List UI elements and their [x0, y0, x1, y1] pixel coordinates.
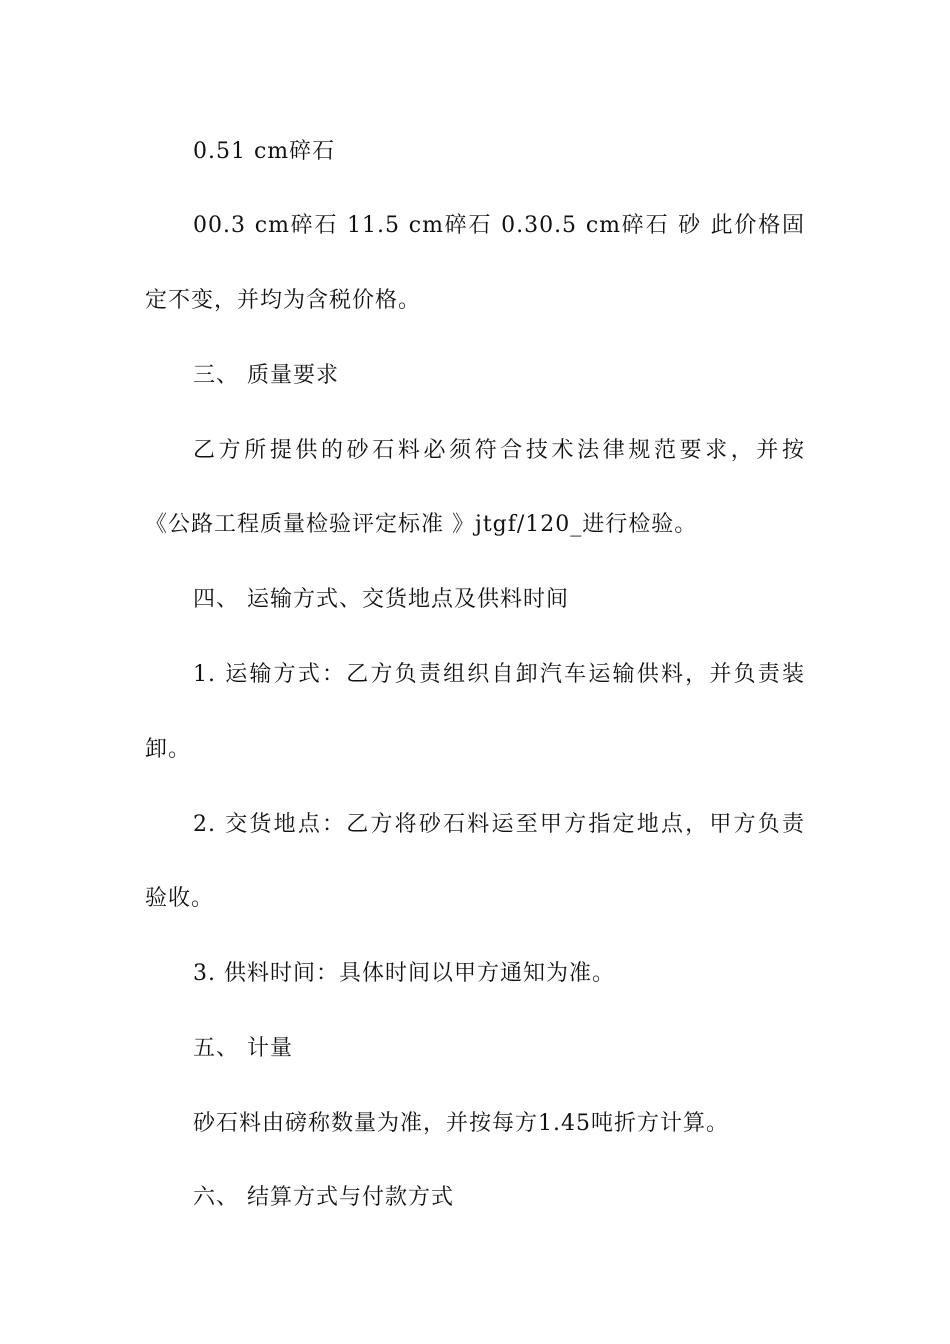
section-heading-transport: 四、 运输方式、交货地点及供料时间	[193, 587, 569, 612]
text-line-supply-time: 3. 供料时间：具体时间以甲方通知为准。	[193, 961, 615, 986]
text-line-price-item: 0.51 cm碎石	[193, 139, 336, 164]
text-line-price-note: 定不变，并均为含税价格。	[145, 288, 422, 313]
text-line-measurement: 砂石料由磅称数量为准，并按每方1.45吨折方计算。	[193, 1111, 729, 1136]
section-heading-measurement: 五、 计量	[193, 1036, 293, 1061]
section-heading-quality: 三、 质量要求	[193, 363, 339, 388]
text-line-delivery-2: 验收。	[145, 886, 215, 911]
text-line-transport-2: 卸。	[145, 737, 192, 762]
text-line-quality-1: 乙方所提供的砂石料必须符合技术法律规范要求，并按	[193, 438, 805, 463]
text-line-delivery-1: 2. 交货地点：乙方将砂石料运至甲方指定地点，甲方负责	[193, 812, 805, 837]
text-line-price-list: 00.3 cm碎石 11.5 cm碎石 0.30.5 cm碎石 砂 此价格固	[193, 213, 805, 238]
text-line-transport-1: 1. 运输方式：乙方负责组织自卸汽车运输供料，并负责装	[193, 662, 805, 687]
text-line-quality-2: 《公路工程质量检验评定标准 》jtgf/120_进行检验。	[145, 512, 698, 537]
section-heading-payment: 六、 结算方式与付款方式	[193, 1185, 454, 1210]
